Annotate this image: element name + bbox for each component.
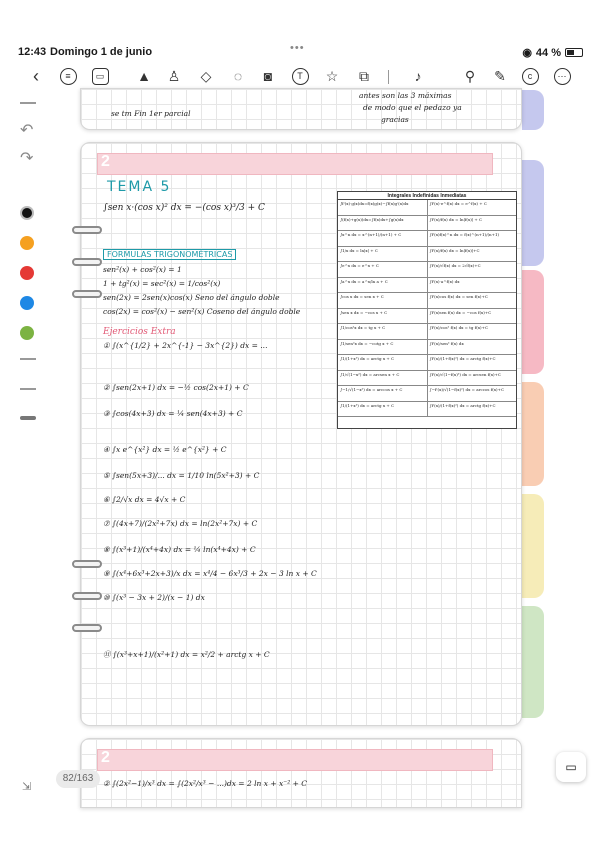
handwritten-line: ① ∫(x^{1/2} + 2x^{-1} − 3x^{2}) dx = ... bbox=[103, 341, 268, 350]
formula-cell: ∫(f(x)+g(x))dx=∫f(x)dx+∫g(x)dx bbox=[338, 216, 428, 231]
handwritten-line: sen(2x) = 2sen(x)cos(x) Seno del ángulo doble bbox=[103, 293, 280, 302]
formula-table-title: Integrales Indefinidas Inmediatas bbox=[338, 192, 516, 200]
handwritten-line: se tm Fin 1er parcial bbox=[111, 109, 191, 118]
undo-icon[interactable]: ↶ bbox=[20, 122, 34, 139]
pen-icon[interactable]: ▲ bbox=[137, 68, 151, 84]
color-swatch-black[interactable] bbox=[20, 206, 34, 220]
binder-ring bbox=[72, 592, 102, 600]
formula-row bbox=[338, 309, 516, 325]
formula-cell: ∫f'(x)/√(1−f(x)²) dx = arcsen f(x)+C bbox=[429, 371, 501, 377]
section-heading: FORMULAS TRIGONOMÉTRICAS bbox=[103, 249, 236, 260]
handwritten-line: ∫sen x·(cos x)² dx = −(cos x)³/3 + C bbox=[103, 203, 265, 213]
handwritten-line: ② ∫sen(2x+1) dx = −½ cos(2x+1) + C bbox=[103, 383, 249, 392]
toolbar bbox=[0, 62, 599, 90]
handwritten-line: ④ ∫x e^{x²} dx = ½ e^{x²} + C bbox=[103, 445, 227, 454]
section-tab-yellow[interactable] bbox=[522, 494, 544, 598]
notebook-page[interactable] bbox=[80, 142, 522, 726]
handwritten-line: ⑩ ∫(x³ − 3x + 2)/(x − 1) dx bbox=[103, 593, 205, 602]
formula-cell: ∫f'(x)·e^f(x) dx = e^f(x) + C bbox=[429, 201, 487, 206]
formula-row bbox=[338, 216, 516, 232]
collapse-icon[interactable]: ⇲ bbox=[22, 781, 32, 793]
formula-row bbox=[338, 247, 516, 263]
formula-cell: ∫x^n dx = x^(n+1)/(n+1) + C bbox=[338, 231, 428, 246]
formula-cell: ∫f'(x)sen f(x) dx = −cos f(x)+C bbox=[429, 309, 492, 315]
status-date: Domingo 1 de junio bbox=[50, 46, 153, 58]
formula-row bbox=[338, 355, 516, 371]
handwritten-line: ③ ∫cos(4x+3) dx = ¼ sen(4x+3) + C bbox=[103, 409, 243, 418]
formula-cell: ∫f'(x)/(1+f(x)²) dx = arctg f(x)+C bbox=[429, 402, 496, 408]
formula-row bbox=[338, 386, 516, 402]
color-swatch-blue[interactable] bbox=[20, 296, 34, 310]
formula-cell: ∫f'(x)·a^f(x) dx bbox=[429, 278, 460, 284]
handwritten-line: 1 + tg²(x) = sec²(x) = 1/cos²(x) bbox=[103, 279, 221, 288]
status-time: 12:43 bbox=[18, 46, 47, 58]
text-icon[interactable]: T bbox=[292, 68, 309, 85]
status-indicators bbox=[522, 46, 583, 59]
formula-cell: ∫f'(x)·g(x)dx=f(x)g(x)−∫f(x)g'(x)dx bbox=[338, 200, 428, 215]
comment-icon[interactable]: c bbox=[522, 68, 539, 85]
formula-cell: ∫1/sen²x dx = −cotg x + C bbox=[338, 340, 428, 355]
section-tab-purple-top[interactable] bbox=[522, 90, 544, 130]
rail-minimize[interactable] bbox=[20, 102, 36, 104]
formula-cell: ∫f'(x)cos f(x) dx = sen f(x)+C bbox=[429, 294, 488, 299]
page-navigator-button[interactable] bbox=[556, 752, 586, 782]
handwritten-line: ⑤ ∫sen(5x+3)/... dx = 1/10 ln(5x²+3) + C bbox=[103, 471, 260, 480]
formula-cell: ∫cos x dx = sen x + C bbox=[338, 293, 428, 308]
more-icon[interactable]: ⋯ bbox=[554, 68, 571, 85]
formula-cell: ∫1/x dx = ln|x| + C bbox=[338, 247, 428, 262]
lasso-icon[interactable]: ◌ bbox=[233, 68, 243, 84]
handwritten-line: ⑨ ∫(x⁴+6x³+2x+3)/x dx = x⁴/4 − 6x³/3 + 2x − 3 ln x + C bbox=[103, 569, 317, 578]
multitask-dots[interactable]: ••• bbox=[290, 42, 305, 54]
handwritten-line: ⑦ ∫(4x+7)/(2x²+7x) dx = ln(2x²+7x) + C bbox=[103, 519, 258, 528]
binder-ring bbox=[72, 258, 102, 266]
page-header-bar bbox=[97, 749, 493, 771]
formula-cell: ∫e^x dx = e^x + C bbox=[338, 262, 428, 277]
color-swatch-red[interactable] bbox=[20, 266, 34, 280]
stroke-thin[interactable] bbox=[20, 358, 36, 360]
formula-cell: ∫a^x dx = a^x/ln a + C bbox=[338, 278, 428, 293]
handwritten-line: cos(2x) = cos²(x) − sen²(x) Coseno del ángulo doble bbox=[103, 307, 301, 316]
mic-icon[interactable]: ♪ bbox=[414, 68, 422, 84]
binder-ring bbox=[72, 624, 102, 632]
page-title: TEMA 5 bbox=[107, 179, 172, 195]
handwritten-line: sen²(x) + cos²(x) = 1 bbox=[103, 265, 182, 274]
status-bar bbox=[0, 40, 599, 62]
formula-row bbox=[338, 278, 516, 294]
stroke-medium[interactable] bbox=[20, 388, 36, 390]
stroke-thick[interactable] bbox=[20, 416, 36, 420]
sticker-icon[interactable]: ⧉ bbox=[359, 67, 369, 84]
formula-cell: ∫f'(x)/f(x) dx = ln|f(x)| + C bbox=[429, 216, 483, 222]
formula-cell: ∫f'(x)/cos² f(x) dx = tg f(x)+C bbox=[429, 325, 489, 330]
image-icon[interactable]: ◙ bbox=[263, 68, 273, 84]
formula-cell: ∫−f'(x)/√(1−f(x)²) dx = arccos f(x)+C bbox=[429, 387, 505, 392]
binder-ring bbox=[72, 560, 102, 568]
previous-page[interactable] bbox=[80, 88, 522, 130]
shapes-icon[interactable]: ☆ bbox=[325, 67, 339, 84]
formula-row bbox=[338, 200, 516, 216]
section-tab-purple[interactable] bbox=[522, 160, 544, 266]
formula-table bbox=[337, 191, 517, 429]
share-icon[interactable]: ✎ bbox=[494, 67, 506, 84]
battery-icon bbox=[565, 48, 583, 57]
highlighter-icon[interactable]: ♙ bbox=[167, 67, 181, 84]
formula-cell: ∫1/(1+x²) dx = arctg x + C bbox=[338, 402, 428, 417]
handwritten-line: ⑧ ∫(x³+1)/(x⁴+4x) dx = ¼ ln(x⁴+4x) + C bbox=[103, 545, 256, 554]
section-tab-orange[interactable] bbox=[522, 382, 544, 486]
chevron-left-icon[interactable]: ‹ bbox=[33, 65, 39, 86]
formula-row bbox=[338, 231, 516, 247]
handwritten-line: gracias bbox=[381, 115, 409, 124]
formula-cell: ∫−1/√(1−x²) dx = arccos x + C bbox=[338, 386, 428, 401]
wifi-icon: ◉ bbox=[522, 47, 532, 59]
formula-row bbox=[338, 324, 516, 340]
section-heading: Ejercicios Extra bbox=[103, 327, 176, 337]
formula-cell: ∫f'(x)/f(x) dx = ln|f(x)|+C bbox=[429, 247, 480, 253]
binder-ring bbox=[72, 226, 102, 234]
color-swatch-green[interactable] bbox=[20, 326, 34, 340]
formula-row bbox=[338, 293, 516, 309]
formula-row bbox=[338, 262, 516, 278]
formula-cell: ∫1/cos²x dx = tg x + C bbox=[338, 324, 428, 339]
eraser-icon[interactable]: ◇ bbox=[200, 67, 212, 84]
page-counter: 82/163 bbox=[56, 770, 100, 788]
note-icon[interactable]: ▭ bbox=[92, 68, 109, 85]
color-swatch-orange[interactable] bbox=[20, 236, 34, 250]
next-page[interactable] bbox=[80, 738, 522, 808]
page-number-label: 2 bbox=[101, 749, 110, 766]
formula-row bbox=[338, 371, 516, 387]
section-tab-pink[interactable] bbox=[522, 270, 544, 374]
formula-row bbox=[338, 340, 516, 356]
formula-cell: ∫f'(x)f(x)^n dx = f(x)^(n+1)/(n+1) bbox=[429, 232, 500, 237]
page-navigator-icon: ▭ bbox=[565, 760, 577, 774]
handwritten-line: de modo que el pedazo ya bbox=[363, 103, 462, 112]
formula-cell: ∫1/√(1−x²) dx = arcsen x + C bbox=[338, 371, 428, 386]
page-number-label: 2 bbox=[101, 153, 110, 170]
binder-ring bbox=[72, 290, 102, 298]
formula-cell: ∫sen x dx = −cos x + C bbox=[338, 309, 428, 324]
section-tab-green[interactable] bbox=[522, 606, 544, 718]
list-icon[interactable]: ≡ bbox=[60, 68, 77, 85]
battery-percent: 44 % bbox=[535, 46, 561, 59]
formula-cell: ∫f'(x)/sen² f(x) dx bbox=[429, 340, 464, 346]
formula-cell: ∫f'(x)/√f(x) dx = 2√f(x)+C bbox=[429, 263, 481, 268]
page-header-bar bbox=[97, 153, 493, 175]
formula-cell: ∫f'(x)/(1+f(x)²) dx = arctg f(x)+C bbox=[429, 356, 496, 361]
handwritten-line: ② ∫(2x²−1)/x³ dx = ∫(2x²/x³ − ...)dx = 2 ln x + x⁻² + C bbox=[103, 779, 308, 788]
handwritten-line: antes son las 3 máximas bbox=[359, 91, 452, 100]
formula-row bbox=[338, 402, 516, 418]
handwritten-line: ⑪ ∫(x³+x+1)/(x²+1) dx = x²/2 + arctg x + C bbox=[103, 650, 270, 659]
search-icon[interactable]: ⚲ bbox=[464, 67, 476, 84]
tool-rail bbox=[0, 90, 56, 810]
formula-cell: ∫1/(1+x²) dx = arctg x + C bbox=[338, 355, 428, 370]
formula-table-body bbox=[338, 200, 516, 417]
toolbar-divider bbox=[388, 70, 389, 84]
handwritten-line: ⑥ ∫2/√x dx = 4√x + C bbox=[103, 495, 186, 504]
redo-icon[interactable]: ↷ bbox=[20, 150, 34, 167]
